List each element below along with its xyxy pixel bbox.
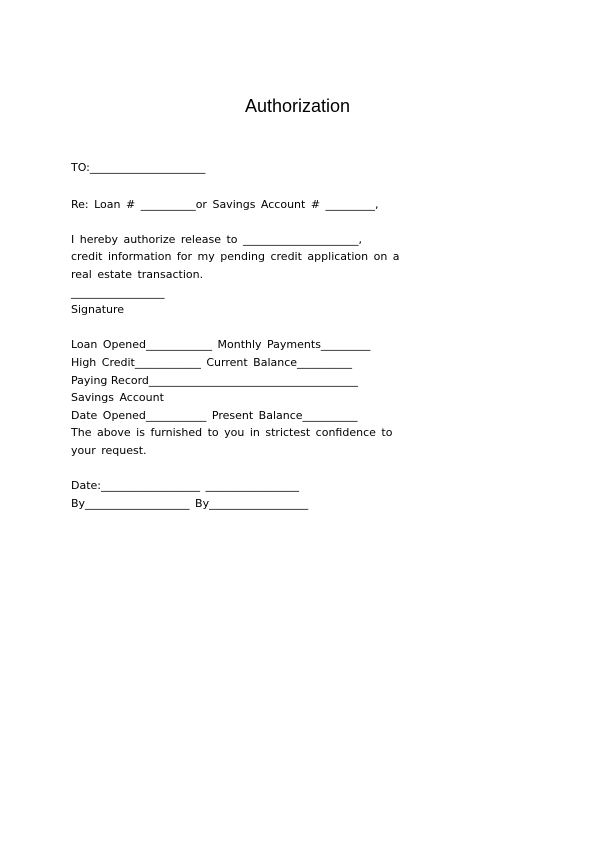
document-title: Authorization (244, 96, 351, 116)
authorize-line-2: credit information for my pending credit application on a (71, 250, 400, 263)
confidence-line-2: your request. (71, 444, 147, 457)
date-opened-line: Date Opened___________ Present Balance__________ (71, 409, 358, 422)
loan-opened-line: Loan Opened____________ Monthly Payments_________ (71, 338, 371, 351)
date-line: Date:__________________ _________________ (71, 479, 299, 492)
re-loan-line: Re: Loan # __________or Savings Account # _________, (71, 198, 379, 211)
authorize-line-3: real estate transaction. (71, 268, 204, 281)
by-line: By___________________ By__________________ (71, 497, 309, 510)
confidence-line-1: The above is furnished to you in strictest confidence to (71, 426, 393, 439)
paying-record-line: Paying Record______________________________________ (71, 374, 358, 387)
signature-blank: _________________ (71, 286, 165, 299)
to-line: TO:_____________________ (71, 161, 206, 174)
authorize-line-1: I hereby authorize release to _____________________, (71, 233, 363, 246)
high-credit-line: High Credit____________ Current Balance__________ (71, 356, 353, 369)
signature-label: Signature (71, 303, 125, 316)
savings-account-label: Savings Account (71, 391, 164, 404)
